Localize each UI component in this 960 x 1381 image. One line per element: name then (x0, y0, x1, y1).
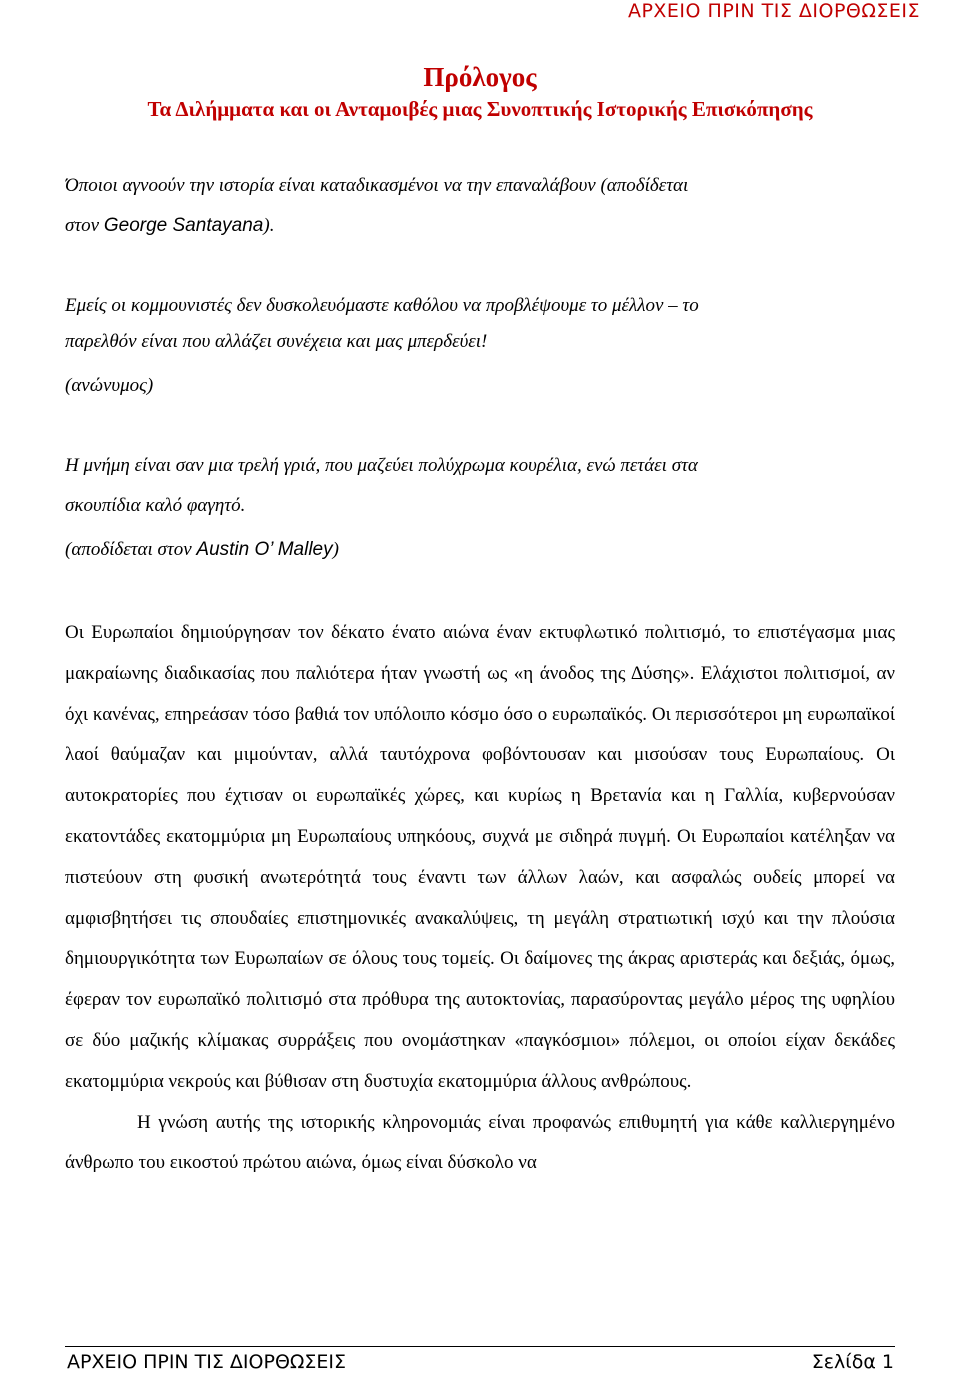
quote-3-line-2: σκουπίδια καλό φαγητό. (65, 495, 246, 516)
quote-3-attribution-prefix: (αποδίδεται στον (65, 539, 197, 560)
quote-1-prefix: στον (65, 215, 104, 236)
page-subtitle: Τα Διλήμματα και οι Ανταμοιβές μιας Συνοπτικής Ιστορικής Επισκόπησης (147, 97, 813, 121)
body-text (65, 613, 895, 1184)
body-paragraph-1: Οι Ευρωπαίοι δημιούργησαν τον δέκατο ένατο αιώνα έναν εκτυφλωτικό πολιτισμό, το επιστέγασμα μιας μακραίωνης διαδικασίας που παλιότερα ήταν γνωστή ως «η άνοδος της Δύσης». Ελάχιστοι πολιτισμοί, αν όχι κανένας, επηρεάσαν τόσο βαθιά τον υπόλοιπο κόσμο όσο ο ευρωπαϊκός. Οι περισσότεροι μη ευρωπαϊκοί λαοί θαύμαζαν και μιμούνταν, αλλά ταυτόχρονα φοβόντουσαν και μισούσαν τους Ευρωπαίους. Οι αυτοκρατορίες που έχτισαν οι ευρωπαϊκές χώρες, και κυρίως η Βρετανία και η Γαλλία, κυβερνούσαν εκατοντάδες εκατομμύρια μη Ευρωπαίους υπηκόους, συχνά με σιδηρά πυγμή. Οι Ευρωπαίοι κατέληξαν να πιστεύουν στη φυσική ανωτερότητά τους έναντι των άλλων λαών, και ασφαλώς ουδείς μπορεί να αμφισβητήσει τις σπουδαίες επιστημονικές ανακαλύψεις, τη μεγάλη στρατιωτική ισχύ και την πλούσια δημιουργικότητα των Ευρωπαίων σε όλους τους τομείς. Οι δαίμονες της άκρας αριστεράς και δεξιάς, όμως, έφεραν τον ευρωπαϊκό πολιτισμό στα πρόθυρα της αυτοκτονίας, παρασύροντας μεγάλο μέρος της υφηλίου σε δύο μαζικής κλίμακας συρράξεις που ονομάστηκαν «παγκόσμιοι» πόλεμοι, οι οποίοι είχαν δεκάδες εκατομμύρια νεκρούς και βύθισαν στη δυστυχία εκατομμύρια άλλους ανθρώπους. (65, 622, 895, 1092)
footer-label: ΑΡΧΕΙΟ ΠΡΙΝ ΤΙΣ ΔΙΟΡΘΩΣΕΙΣ (67, 1351, 347, 1373)
body-paragraph-2: Η γνώση αυτής της ιστορικής κληρονομιάς είναι προφανώς επιθυμητή για κάθε καλλιεργημένο άνθρωπο του εικοστού πρώτου αιώνα, όμως είναι δύσκολο να (65, 1111, 895, 1174)
page-number: Σελίδα 1 (811, 1351, 894, 1373)
quote-3-attribution-suffix: ) (332, 539, 339, 560)
quote-1-suffix: ). (263, 215, 275, 236)
quote-1-line-2 (65, 206, 895, 246)
quote-1-line-1: Όποιοι αγνοούν την ιστορία είναι καταδικασμένοι να την επαναλάβουν (αποδίδεται (65, 175, 689, 196)
footer-divider (65, 1346, 895, 1347)
quote-2-line-1: Εμείς οι κομμουνιστές δεν δυσκολευόμαστε καθόλου να προβλέψουμε το μέλλον – το (65, 295, 699, 316)
quote-3-author: Austin O’ Malley (196, 539, 333, 560)
quote-1-author: George Santayana (103, 215, 264, 236)
quote-2-attribution: (ανώνυμος) (65, 375, 154, 396)
page-header: ΑΡΧΕΙΟ ΠΡΙΝ ΤΙΣ ΔΙΟΡΘΩΣΕΙΣ (627, 0, 920, 22)
page-title: Πρόλογος (423, 62, 537, 92)
quote-3-attribution (65, 530, 895, 570)
quote-2-line-2: παρελθόν είναι που αλλάζει συνέχεια και μας μπερδεύει! (65, 331, 488, 352)
quote-3-line-1: Η μνήμη είναι σαν μια τρελή γριά, που μαζεύει πολύχρωμα κουρέλια, ενώ πετάει στα (65, 455, 698, 476)
